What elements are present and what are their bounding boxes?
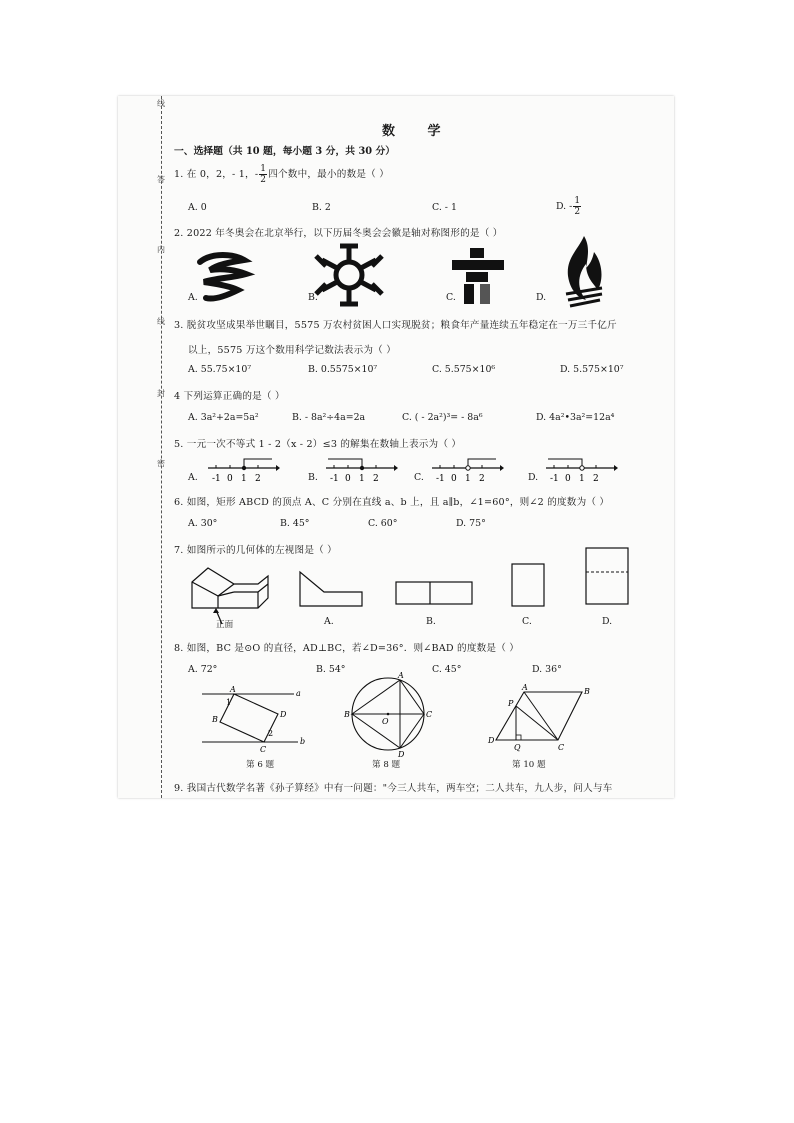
fig6-label-C: C (260, 745, 267, 754)
figure-10-caption: 第 10 题 (512, 760, 546, 770)
q3-option-a: A. 55.75×10⁷ (188, 364, 252, 375)
q1-option-b: B. 2 (312, 202, 331, 213)
tick-label: 1 (359, 474, 365, 484)
tick-label: -1 (436, 474, 445, 484)
figure-10 (482, 684, 598, 758)
fig10-label-D: D (488, 736, 495, 745)
fig10-label-P: P (508, 699, 514, 708)
fig6-label-a: a (296, 689, 301, 698)
tick-label: -1 (330, 474, 339, 484)
binding-mark: 答 (157, 175, 165, 184)
fig6-angle-1: 1 (226, 698, 232, 707)
q2-option-b: B. (308, 292, 318, 303)
fraction (259, 164, 267, 185)
tick-label: -1 (550, 474, 559, 484)
q6-option-c: C. 60° (368, 518, 398, 529)
question-1-stem (174, 164, 389, 185)
q5-option-a: A. (188, 472, 198, 483)
fig6-label-A: A (230, 685, 236, 694)
q3-option-b: B. 0.5575×10⁷ (308, 364, 378, 375)
fig8-label-B: B (344, 710, 350, 719)
q5-number-line-a (206, 458, 280, 486)
fraction-denominator: 2 (574, 207, 581, 217)
question-3-stem-line1: 3. 脱贫攻坚成果举世瞩目，5575 万农村贫困人口实现脱贫；粮食年产量连续五年稳定在一万三千亿斤 (174, 320, 617, 331)
q7-option-c: C. (522, 616, 532, 627)
question-5-stem: 5. 一元一次不等式 1 - 2（x - 2）≤3 的解集在数轴上表示为（ ） (174, 439, 462, 450)
emblem-b-snowflake-image (312, 242, 386, 308)
q6-option-b: B. 45° (280, 518, 310, 529)
emblem-c-inukshuk-image (448, 246, 508, 306)
section-heading: 一、选择题（共 10 题，每小题 3 分，共 30 分） (174, 146, 396, 157)
q6-option-d: D. 75° (456, 518, 486, 529)
fig6-label-B: B (212, 715, 218, 724)
q5-option-b: B. (308, 472, 318, 483)
question-6-stem: 6. 如图，矩形 ABCD 的顶点 A、C 分别在直线 a、b 上，且 a∥b，∠1=60°，则∠2 的度数为（ ） (174, 497, 610, 508)
fraction-numerator: 1 (574, 196, 581, 206)
tick-label: 0 (451, 474, 457, 484)
exam-paper (118, 96, 674, 798)
front-view-label: 正面 (216, 620, 234, 630)
emblem-a-image (192, 248, 256, 304)
q2-option-d: D. (536, 292, 547, 303)
fig6-angle-2: 2 (268, 729, 274, 738)
q7-option-a-shape (298, 570, 366, 610)
tick-label: 0 (565, 474, 571, 484)
question-4-stem: 4 下列运算正确的是（ ） (174, 391, 285, 402)
q7-option-c-shape (510, 562, 548, 608)
q7-option-d-shape (584, 546, 632, 608)
question-3-stem-line2: 以上，5575 万这个数用科学记数法表示为（ ） (188, 345, 397, 356)
fig8-label-O: O (382, 717, 389, 726)
fraction (573, 196, 581, 217)
fig10-label-B: B (584, 687, 590, 696)
fig6-label-D: D (280, 710, 287, 719)
q5-option-d: D. (528, 472, 539, 483)
figure-8 (344, 670, 436, 758)
q2-option-c: C. (446, 292, 456, 303)
binding-mark: 线 (157, 317, 165, 326)
q5-number-line-b (324, 458, 398, 486)
tick-label: 2 (255, 474, 261, 484)
q8-option-b: B. 54° (316, 664, 346, 675)
q5-number-line-c (430, 458, 504, 486)
q6-option-a: A. 30° (188, 518, 218, 529)
fig8-label-A: A (398, 671, 404, 680)
emblem-d-flame-image (560, 234, 608, 308)
tick-label: 2 (593, 474, 599, 484)
tick-label: 1 (465, 474, 471, 484)
q3-option-d: D. 5.575×10⁷ (560, 364, 624, 375)
q7-option-b-shape (394, 580, 476, 608)
fig8-label-C: C (426, 710, 433, 719)
page-title: 数 学 (382, 124, 455, 139)
q1-stem-part: 四个数中，最小的数是（ ） (268, 169, 389, 180)
fraction-numerator: 1 (260, 164, 267, 174)
q1-option-c: C. - 1 (432, 202, 457, 213)
binding-mark: 线 (157, 99, 165, 108)
tick-label: 0 (227, 474, 233, 484)
q1-option-d-label: D. - (556, 201, 573, 212)
fig10-label-C: C (558, 743, 565, 752)
figure-6 (198, 684, 308, 756)
binding-dashed-line (161, 96, 162, 798)
q4-option-c: C. ( - 2a²)³= - 8a⁶ (402, 412, 483, 423)
tick-label: 2 (373, 474, 379, 484)
q8-option-d: D. 36° (532, 664, 562, 675)
fig8-label-D: D (398, 750, 405, 758)
q4-option-d: D. 4a²•3a²=12a⁴ (536, 412, 615, 423)
q1-stem-part: 1. 在 0，2，- 1，- (174, 169, 259, 180)
figure-8-caption: 第 8 题 (372, 760, 401, 770)
question-8-stem: 8. 如图，BC 是⊙O 的直径，AD⊥BC，若∠D=36°．则∠BAD 的度数是（ ） (174, 643, 520, 654)
question-7-stem: 7. 如图所示的几何体的左视图是（ ） (174, 545, 337, 556)
q8-option-c: C. 45° (432, 664, 462, 675)
question-9-stem-partial: 9. 我国古代数学名著《孙子算经》中有一问题："今三人共车，两车空；二人共车，九人步，问人与车 (174, 783, 613, 794)
tick-label: 1 (579, 474, 585, 484)
q7-option-a: A. (324, 616, 334, 627)
fig6-label-b: b (300, 737, 306, 746)
q5-number-line-d (544, 458, 618, 486)
q4-option-a: A. 3a²+2a=5a² (188, 412, 259, 423)
fraction-denominator: 2 (260, 175, 267, 185)
q3-option-c: C. 5.575×10⁶ (432, 364, 496, 375)
q5-option-c: C. (414, 472, 424, 483)
binding-mark: 密 (157, 459, 165, 468)
q2-option-a: A. (188, 292, 198, 303)
fig10-label-A: A (522, 684, 528, 692)
q1-option-d (556, 196, 582, 217)
q7-solid-figure (188, 562, 272, 626)
q7-option-d: D. (602, 616, 613, 627)
fig10-label-Q: Q (514, 743, 521, 752)
q1-option-a: A. 0 (188, 202, 207, 213)
q4-option-b: B. - 8a²÷4a=2a (292, 412, 366, 423)
binding-mark: 封 (157, 389, 165, 398)
figure-6-caption: 第 6 题 (246, 760, 275, 770)
tick-label: 1 (241, 474, 247, 484)
tick-label: 0 (345, 474, 351, 484)
binding-mark: 内 (157, 245, 165, 254)
q8-option-a: A. 72° (188, 664, 218, 675)
q7-option-b: B. (426, 616, 436, 627)
tick-label: -1 (212, 474, 221, 484)
tick-label: 2 (479, 474, 485, 484)
question-2-stem: 2. 2022 年冬奥会在北京举行，以下历届冬奥会会徽是轴对称图形的是（ ） (174, 228, 503, 239)
